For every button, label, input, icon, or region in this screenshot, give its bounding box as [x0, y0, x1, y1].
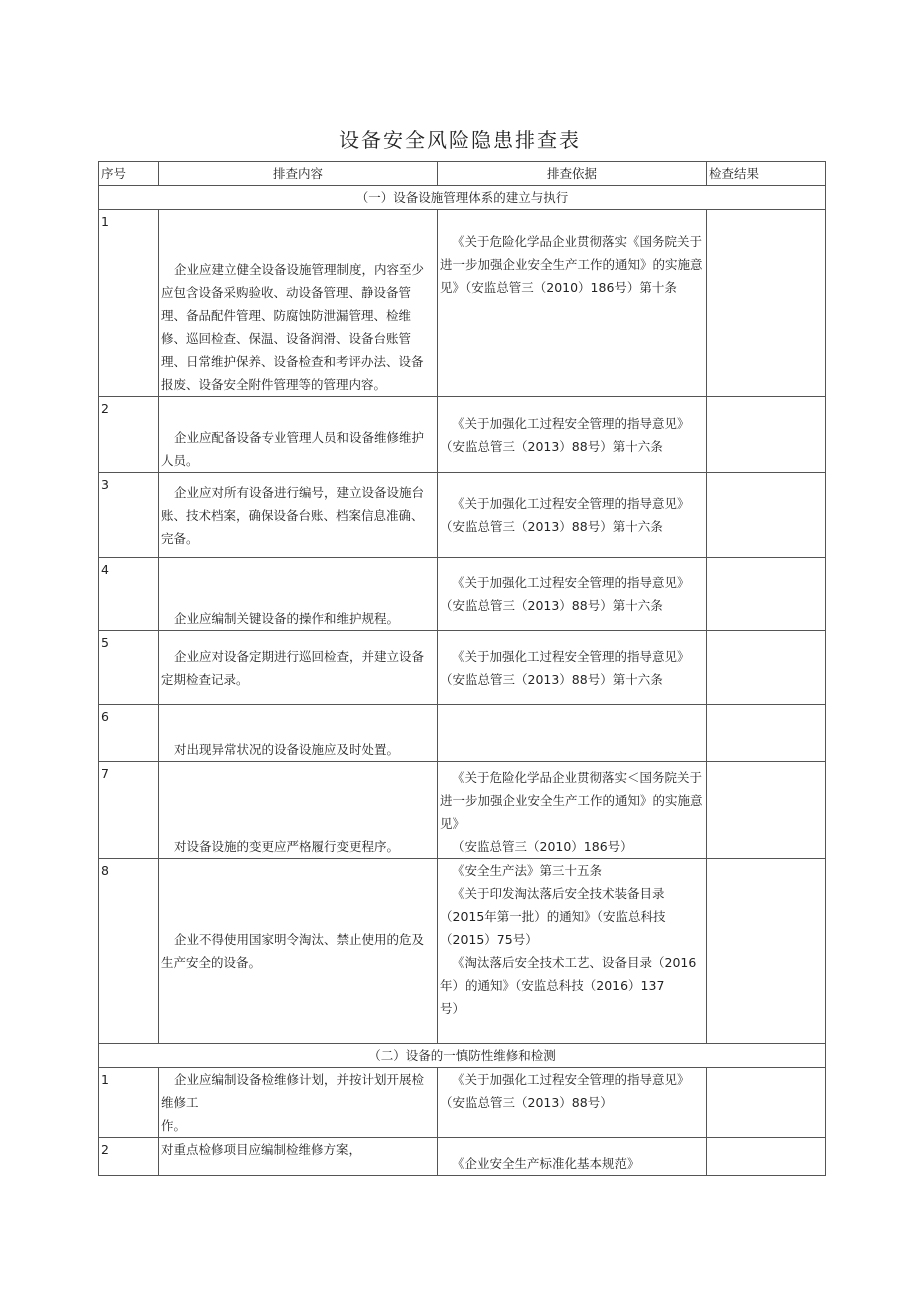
- table-row: [99, 210, 826, 397]
- row-basis: [438, 631, 707, 705]
- row-content: 企业应对设备定期进行巡回检查，并建立设备定期检查记录。: [159, 631, 438, 705]
- basis-line: 《关于加强化工过程安全管理的指导意见》（安监总管三（2013）88号）: [440, 1072, 690, 1110]
- header-result: 检查结果: [707, 162, 826, 186]
- row-no: 1: [99, 210, 159, 397]
- row-content: 企业应编制关键设备的操作和维护规程。: [159, 558, 438, 631]
- row-no: 2: [99, 1138, 159, 1176]
- row-content: 对设备设施的变更应严格履行变更程序。: [159, 762, 438, 859]
- row-content-tail: 作。: [161, 1118, 187, 1133]
- section-row: [99, 186, 826, 210]
- row-no: 4: [99, 558, 159, 631]
- header-basis: 排查依据: [438, 162, 707, 186]
- row-no: 5: [99, 631, 159, 705]
- hazard-checklist-table: [98, 161, 826, 1176]
- row-basis: [438, 1138, 707, 1176]
- basis-line: 《关于印发淘汰落后安全技术装备目录（2015年第一批）的通知》（安监总科技（2015）75号）: [440, 886, 666, 947]
- row-no: 7: [99, 762, 159, 859]
- basis-line: 《关于加强化工过程安全管理的指导意见》（安监总管三（2013）88号）第十六条: [440, 575, 690, 613]
- row-content-text: 企业应编制设备检维修计划，并按计划开展检维修工: [161, 1072, 425, 1110]
- table-row: [99, 473, 826, 558]
- row-content: 企业不得使用国家明令淘汰、禁止使用的危及生产安全的设备。: [159, 859, 438, 1044]
- row-no: 8: [99, 859, 159, 1044]
- row-content: 企业应建立健全设备设施管理制度，内容至少应包含设备采购验收、动设备管理、静设备管理、备品配件管理、防腐蚀防泄漏管理、检维修、巡回检查、保温、设备润滑、设备台账管理、日常维护保养、设备检查和考评办法、设备报废、设备安全附件管理等的管理内容。: [159, 210, 438, 397]
- row-basis: [438, 762, 707, 859]
- table-row: [99, 1068, 826, 1138]
- table-row: [99, 397, 826, 473]
- basis-line: 《关于危险化学品企业贯彻落实《国务院关于进一步加强企业安全生产工作的通知》的实施意见》（安监总管三（2010）186号）第十条: [440, 234, 703, 295]
- row-result[interactable]: [707, 473, 826, 558]
- row-result[interactable]: [707, 558, 826, 631]
- section-title: （一）设备设施管理体系的建立与执行: [99, 186, 826, 210]
- table-row: [99, 1138, 826, 1176]
- basis-line: 《关于加强化工过程安全管理的指导意见》（安监总管三（2013）88号）第十六条: [440, 648, 690, 687]
- row-basis: [438, 1068, 707, 1138]
- row-result[interactable]: [707, 762, 826, 859]
- table-row: [99, 558, 826, 631]
- page-title: 设备安全风险隐患排查表: [339, 128, 581, 152]
- row-basis: [438, 859, 707, 1044]
- row-content: 企业应配备设备专业管理人员和设备维修维护人员。: [159, 397, 438, 473]
- table-row: [99, 631, 826, 705]
- basis-line: （安监总管三（2010）186号）: [452, 839, 633, 854]
- table-row: [99, 859, 826, 1044]
- row-basis: [438, 705, 707, 762]
- row-no: 2: [99, 397, 159, 473]
- row-no: 3: [99, 473, 159, 558]
- row-result[interactable]: [707, 1068, 826, 1138]
- header-content: 排查内容: [159, 162, 438, 186]
- basis-line: 《关于危险化学品企业贯彻落实＜国务院关于进一步加强企业安全生产工作的通知》的实施意见》: [440, 770, 703, 831]
- row-content: [159, 1068, 438, 1138]
- row-no: 6: [99, 705, 159, 762]
- row-result[interactable]: [707, 859, 826, 1044]
- section-row: [99, 1044, 826, 1068]
- row-basis: [438, 210, 707, 397]
- row-content: 对重点检修项目应编制检维修方案，: [159, 1138, 438, 1176]
- row-no: 1: [99, 1068, 159, 1138]
- basis-line: 《淘汰落后安全技术工艺、设备目录（2016年）的通知》（安监总科技（2016）137: [440, 955, 697, 993]
- table-header-row: [99, 162, 826, 186]
- row-content: 企业应对所有设备进行编号，建立设备设施台账、技术档案，确保设备台账、档案信息准确、完备。: [159, 473, 438, 558]
- row-content: 对出现异常状况的设备设施应及时处置。: [159, 705, 438, 762]
- row-basis: [438, 558, 707, 631]
- row-result[interactable]: [707, 397, 826, 473]
- row-result[interactable]: [707, 210, 826, 397]
- basis-line: 《关于加强化工过程安全管理的指导意见》（安监总管三（2013）88号）第十六条: [440, 496, 690, 534]
- row-basis: [438, 473, 707, 558]
- row-basis: [438, 397, 707, 473]
- table-row: [99, 762, 826, 859]
- row-result[interactable]: [707, 631, 826, 705]
- row-result[interactable]: [707, 705, 826, 762]
- basis-line: 号）: [440, 1001, 466, 1016]
- table-row: [99, 705, 826, 762]
- basis-line: 《关于加强化工过程安全管理的指导意见》（安监总管三（2013）88号）第十六条: [440, 415, 690, 454]
- section-title: （二）设备的一慎防性维修和检测: [99, 1044, 826, 1068]
- basis-line: 《企业安全生产标准化基本规范》: [452, 1156, 640, 1171]
- header-no: 序号: [99, 162, 159, 186]
- row-result[interactable]: [707, 1138, 826, 1176]
- basis-line: 《安全生产法》第三十五条: [452, 863, 603, 878]
